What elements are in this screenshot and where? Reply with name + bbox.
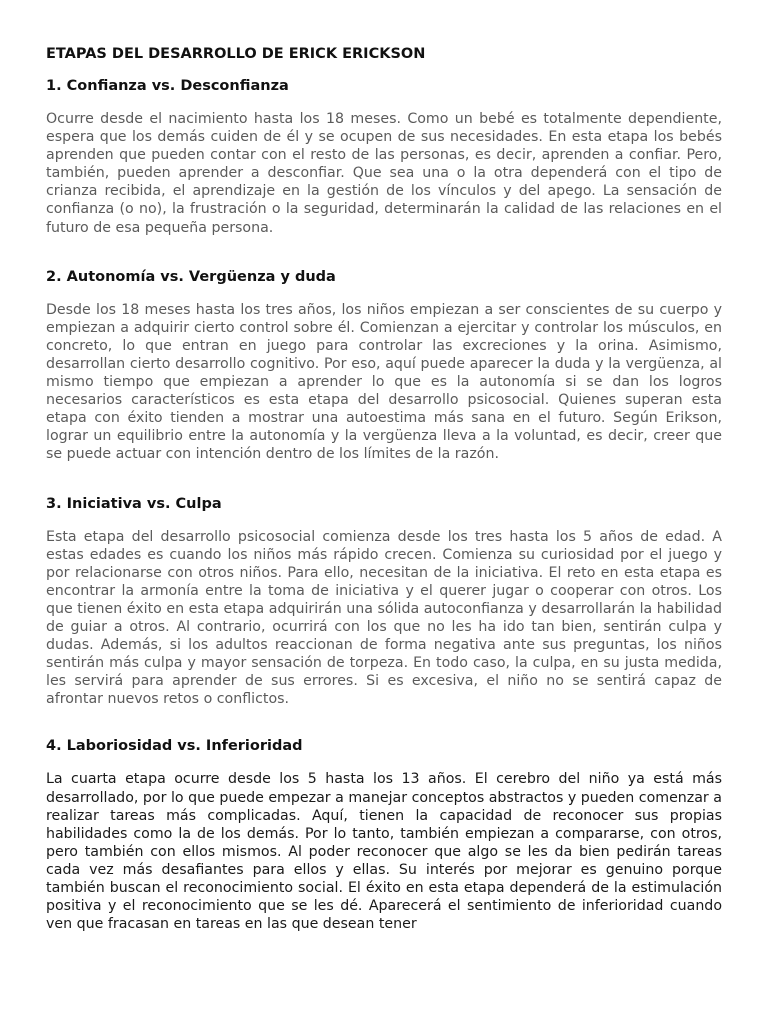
section-paragraph: La cuarta etapa ocurre desde los 5 hasta los 13 años. El cerebro del niño ya está más desarrollado, por lo que puede empezar a manejar conceptos abstractos y pueden comenzar a realizar tareas más complicadas. Aquí, tienen la capacidad de reconocer sus propias habilidades como la de los demás. Por lo tanto, también empiezan a compararse, con otros, pero también con ellos mismos. Al poder reconocer que algo se les da bien pedirán tareas cada vez más desafiantes para ellos y ellas. Su interés por mejorar es genuino porque también buscan el reconocimiento social. El éxito en esta etapa dependerá de la estimulación positiva y el reconocimiento que se les dé. Aparecerá el sentimiento de inferioridad cuando ven que fracasan en tareas en las que desean tener [46, 771, 722, 933]
section-heading: 1. Confianza vs. Desconfianza [46, 78, 289, 94]
section-autonomia [46, 267, 722, 464]
section-paragraph: Ocurre desde el nacimiento hasta los 18 meses. Como un bebé es totalmente dependiente, espera que los demás cuiden de él y se ocupen de sus necesidades. En esta etapa los bebés aprenden que pueden contar con el resto de las personas, es decir, aprenden a confiar. Pero, también, pueden aprender a desconfiar. Que sea una o la otra dependerá con el tipo de crianza recibida, el aprendizaje en la gestión de los vínculos y del apego. La sensación de confianza (o no), la frustración o la seguridad, determinarán la calidad de las relaciones en el futuro de esa pequeña persona. [46, 111, 722, 236]
section-heading: 3. Iniciativa vs. Culpa [46, 495, 222, 512]
section-paragraph: Desde los 18 meses hasta los tres años, los niños empiezan a ser conscientes de su cuerpo y empiezan a adquirir cierto control sobre él. Comienzan a ejercitar y controlar los músculos, en concreto, lo que entran en juego para controlar las excreciones y la orina. Asimismo, desarrollan cierto desarrollo cognitivo. Por eso, aquí puede aparecer la duda y la vergüenza, al mismo tiempo que empiezan a aprender lo que es la autonomía si se dan los logros necesarios característicos es esta etapa del desarrollo psicosocial. Quienes superan esta etapa con éxito tienden a mostrar una autoestima más sana en el futuro. Según Erikson, lograr un equilibrio entre la autonomía y la vergüenza lleva a la voluntad, es decir, creer que se puede actuar con intención dentro de los límites de la razón. [46, 301, 722, 463]
section-confianza [46, 76, 722, 237]
section-heading: 2. Autonomía vs. Vergüenza y duda [46, 268, 336, 285]
section-laboriosidad [46, 736, 722, 933]
section-heading: 4. Laboriosidad vs. Inferioridad [46, 738, 303, 755]
section-iniciativa [46, 494, 722, 709]
document-page [46, 44, 722, 933]
section-paragraph: Esta etapa del desarrollo psicosocial comienza desde los tres hasta los 5 años de edad. A estas edades es cuando los niños más rápido crecen. Comienza su curiosidad por el juego y por relacionarse con otros niños. Para ello, necesitan de la iniciativa. El reto en esta etapa es encontrar la armonía entre la toma de iniciativa y el querer jugar o cooperar con otros. Los que tienen éxito en esta etapa adquirirán una sólida autoconfianza y desarrollarán la habilidad de guiar a otros. Al contrario, ocurrirá con los que no les ha ido tan bien, sentirán culpa y dudas. Además, si los adultos reaccionan de forma negativa ante sus preguntas, los niños sentirán más culpa y mayor sensación de torpeza. En todo caso, la culpa, en su justa medida, les servirá para aprender de sus errores. Si es excesiva, el niño no se sentirá capaz de afrontar nuevos retos o conflictos. [46, 528, 722, 708]
document-title: ETAPAS DEL DESARROLLO DE ERICK ERICKSON [46, 46, 426, 62]
